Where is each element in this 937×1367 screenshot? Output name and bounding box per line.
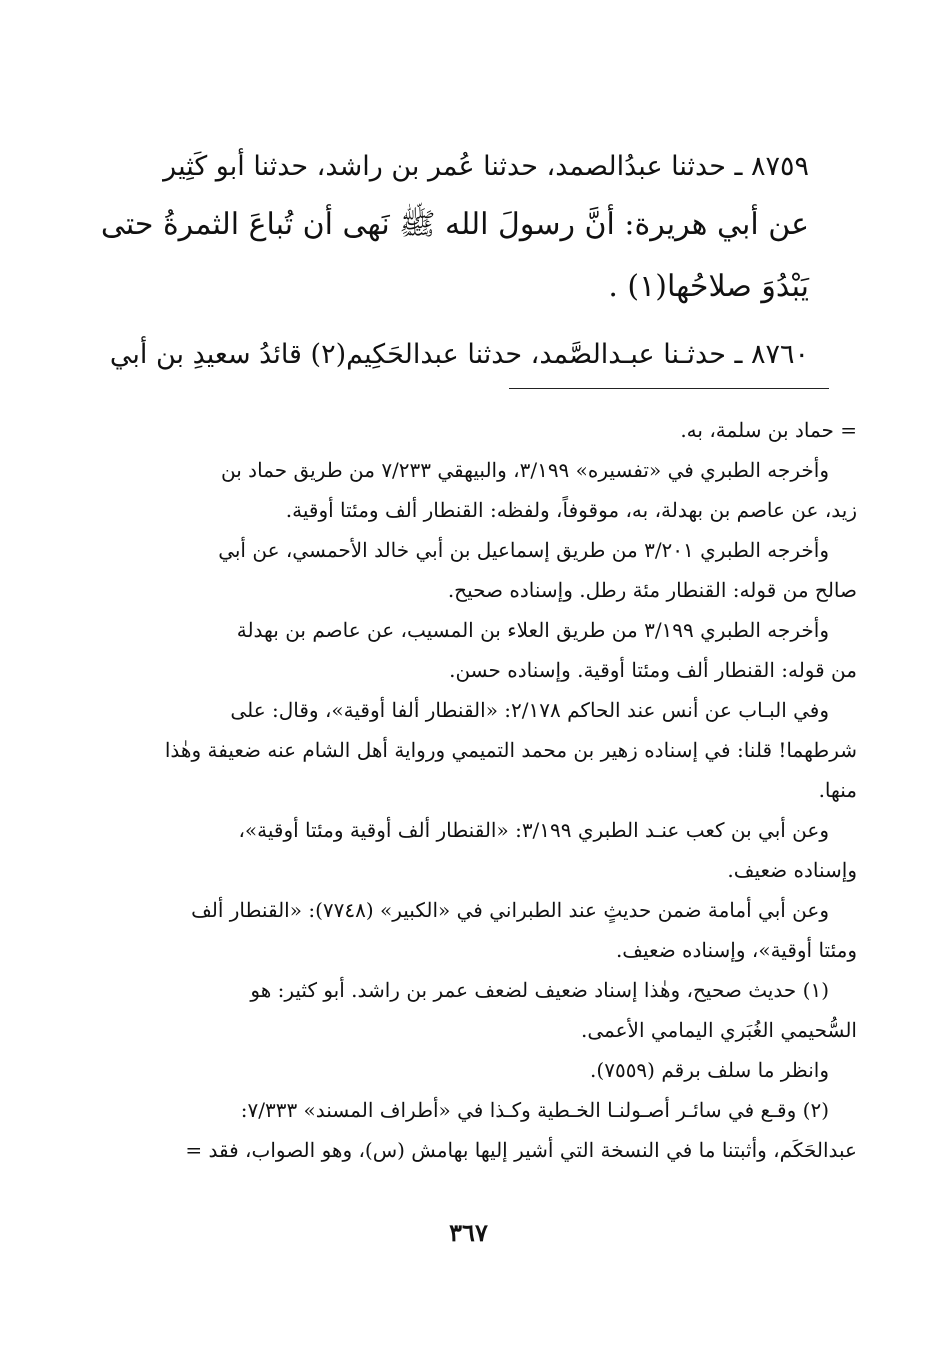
- footnote-line: عبدالحَكَم، وأثبتنا ما في النسخة التي أشير إليها بهامش (س)، وهو الصواب، فقد =: [185, 1138, 857, 1162]
- page-number: ٣٦٧: [449, 1218, 488, 1247]
- main-text: [100, 140, 809, 382]
- footnote-line: صالح من قوله: القنطار مئة رطل. وإسناده صحيح.: [447, 578, 857, 602]
- footnote-line: وعن أبي أمامة ضمن حديثٍ عند الطبراني في «الكبير» (٧٧٤٨): «القنطار ألف: [191, 898, 829, 922]
- footnote-line: السُّحيمي الغُبَري اليمامي الأعمى.: [581, 1018, 857, 1042]
- footnote-line: زيد، عن عاصم بن بهدلة، به، موقوفاً، ولفظه: القنطار ألف ومئتا أوقية.: [285, 498, 857, 522]
- footnote-line: (١) حديث صحيح، وهٰذا إسناد ضعيف لضعف عمر بن راشد. أبو كثير: هو: [250, 978, 829, 1002]
- footnote-line: وإسناده ضعيف.: [727, 858, 857, 882]
- footnote-line: وعن أبي بن كعب عنـد الطبري ٣/١٩٩: «القنطار ألف أوقية ومئتا أوقية»،: [238, 818, 829, 842]
- footnote-line: وأخرجه الطبري ٣/٢٠١ من طريق إسماعيل بن أبي خالد الأحمسي، عن أبي: [218, 538, 829, 562]
- footnote-line: من قوله: القنطار ألف ومئتا أوقية. وإسناده حسن.: [449, 658, 857, 682]
- footnote-line: شرطهما! قلنا: في إسناده زهير بن محمد التميمي ورواية أهل الشام عنه ضعيفة وهٰذا: [164, 738, 857, 762]
- footnote-line: وأخرجه الطبري ٣/١٩٩ من طريق العلاء بن المسيب، عن عاصم بن بهدلة: [236, 618, 829, 642]
- footnote-line: (٢) وقـع في سائـر أصـولنـا الخـطية وكـذا في «أطراف المسند» ٧/٣٣٣:: [240, 1098, 829, 1122]
- footnote-line: وانظر ما سلف برقم (٧٥٥٩).: [590, 1058, 829, 1082]
- footnote-line: وأخرجه الطبري في «تفسيره» ٣/١٩٩، والبيهقي ٧/٢٣٣ من طريق حماد بن: [221, 458, 829, 482]
- footnote-line: وفي البـاب عن أنس عند الحاكم ٢/١٧٨: «القنطار ألفا أوقية»، وقال: على: [230, 698, 829, 722]
- footnote-line: = حماد بن سلمة، به.: [680, 418, 857, 442]
- footnote-separator: [509, 388, 829, 389]
- hadith-8760-line-1: ٨٧٦٠ ـ حدثـنا عبـدالصَّمد، حدثنا عبدالحَكِيم(٢) قائدُ سعيدِ بن أبي: [109, 339, 809, 370]
- hadith-8759-line-2: عن أبي هريرة: أنَّ رسولَ الله ﷺ نَهى أن تُباعَ الثمرةُ حتى: [100, 207, 809, 242]
- footnote-line: منها.: [818, 778, 857, 802]
- hadith-8759-line-3: يَبْدُوَ صلاحُها(١) .: [608, 269, 809, 304]
- hadith-8759-line-1: ٨٧٥٩ ـ حدثنا عبدُالصمد، حدثنا عُمر بن راشد، حدثنا أبو كَثِير: [163, 151, 809, 182]
- footnotes: [80, 410, 857, 1170]
- hadith-8759: [100, 140, 809, 318]
- hadith-8760: [109, 328, 809, 382]
- footnote-line: ومئتا أوقية»، وإسناده ضعيف.: [615, 938, 857, 962]
